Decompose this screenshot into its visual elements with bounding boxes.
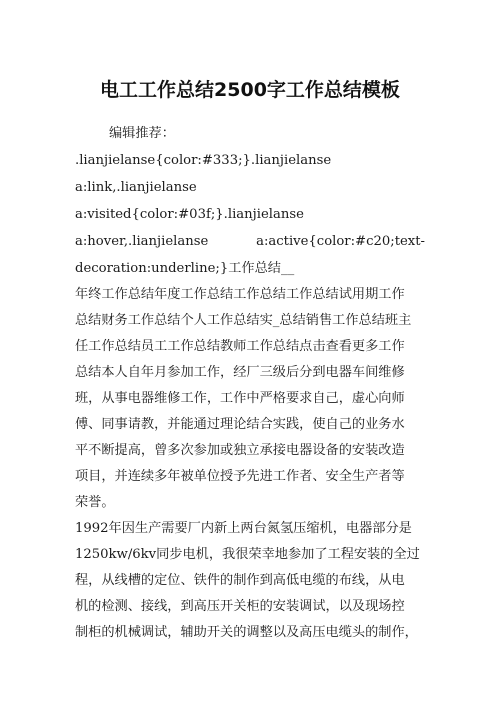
paragraph-line: 总结本人自年月参加工作，经厂三级后分到电器车间维修 [75, 365, 405, 380]
css-line: a:link,.lianjielanse [75, 180, 197, 195]
css-hover-left: a:hover,.lianjielanse [75, 234, 209, 249]
paragraph-line: 傅、同事请教，并能通过理论结合实践，使自己的业务水 [75, 417, 405, 432]
paragraph-line: 制柜的机械调试，辅助开关的调整以及高压电缆头的制作， [75, 625, 418, 640]
css-line: a:visited{color:#03f;}.lianjielanse [75, 207, 304, 222]
paragraph-line: 任工作总结员工工作总结教师工作总结点击查看更多工作 [75, 339, 405, 354]
paragraph-line: 机的检测、接线，到高压开关柜的安装调试，以及现场控 [75, 599, 405, 614]
paragraph-line: 荣誉。 [75, 495, 115, 510]
paragraph-line: 程，从线槽的定位、铁件的制作到高低电缆的布线，从电 [75, 573, 405, 588]
paragraph-line: 项目，并连续多年被单位授予先进工作者、安全生产者等 [75, 469, 405, 484]
paragraph-line: 班，从事电器维修工作，工作中严格要求自己，虚心向师 [75, 391, 405, 406]
editor-note: 编辑推荐： [109, 126, 175, 141]
document-title: 电工工作总结2500字工作总结模板 [100, 79, 400, 101]
paragraph-line: 1250kw/6kv同步电机，我很荣幸地参加了工程安装的全过 [75, 547, 420, 562]
css-hover-line [75, 232, 425, 252]
paragraph-line: 年终工作总结年度工作总结工作总结工作总结试用期工作 [75, 287, 405, 302]
css-hover-right: a:active{color:#c20;text- [256, 234, 425, 249]
paragraph-line: 总结财务工作总结个人工作总结实_总结销售工作总结班主 [75, 313, 412, 328]
paragraph-line: 平不断提高，曾多次参加或独立承接电器设备的安装改造 [75, 443, 405, 458]
css-line: .lianjielanse{color:#333;}.lianjielanse [75, 153, 332, 168]
paragraph-line: 1992年因生产需要厂内新上两台氮氢压缩机，电器部分是 [75, 521, 412, 536]
css-tail-line: decoration:underline;}工作总结__ [75, 261, 295, 276]
